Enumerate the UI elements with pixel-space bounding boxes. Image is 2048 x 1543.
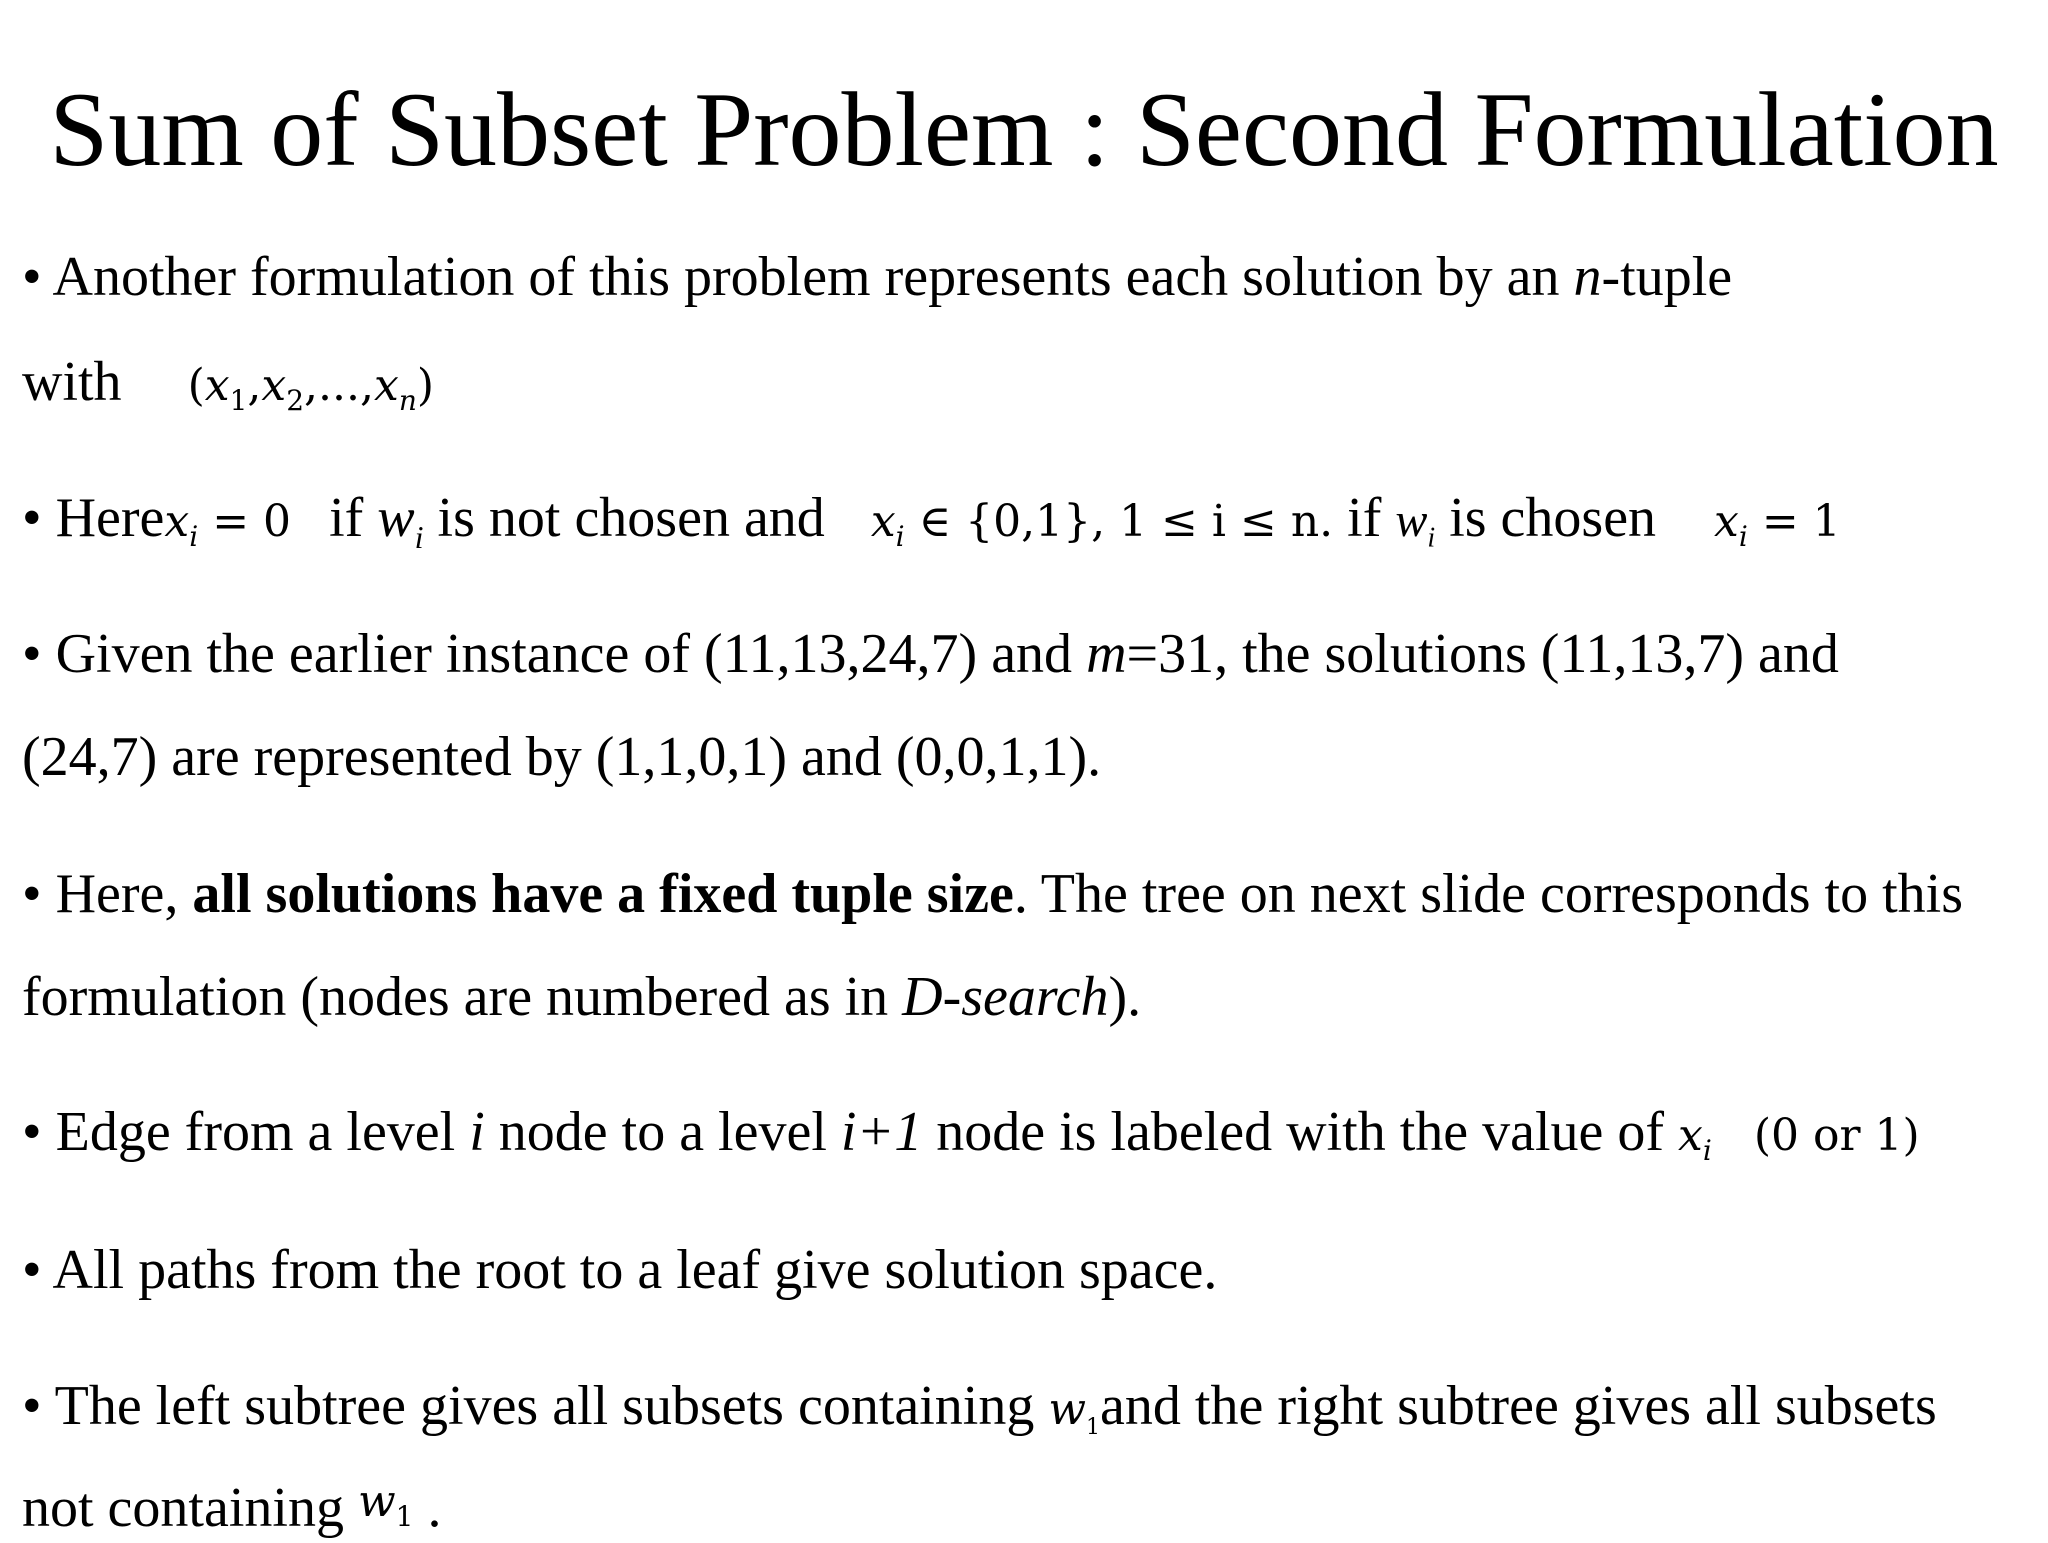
bullet-6-line: [22, 1238, 1217, 1302]
bullet-7-text-d: .: [413, 1477, 442, 1539]
bullet-5-ip1: i+1: [840, 1101, 923, 1163]
bullet-marker: •: [22, 863, 42, 925]
bullet-5-text-b: node to a level: [484, 1101, 841, 1163]
w-i-1: $w_i$: [377, 487, 424, 556]
bullet-marker: •: [22, 623, 42, 685]
bullet-3-text-b: =31, the solutions (11,13,7) and: [1126, 623, 1839, 685]
bullet-4-bold: all solutions have a fixed tuple size: [192, 863, 1014, 925]
tuple-formula: $(x_1,x_2,...,x_n)$: [187, 360, 435, 417]
w-i-2: $w_i$: [1395, 494, 1436, 554]
bullet-2-chosen: is chosen: [1449, 487, 1657, 549]
bullet-2-line: [22, 486, 1841, 556]
w-1-symbol: $w_1$: [1048, 1384, 1101, 1440]
bullet-5-line: [22, 1100, 1920, 1167]
bullet-7-text-a: The left subtree gives all subsets containing: [54, 1375, 1049, 1437]
zero-or-one: (0 or 1): [1753, 1110, 1920, 1161]
bullet-5-text-a: Edge from a level: [55, 1101, 470, 1163]
bullet-1-line-2: [22, 350, 434, 417]
bullet-1-text-b: -tuple: [1601, 246, 1733, 308]
x-i-symbol: $x_i$: [1678, 1110, 1712, 1167]
bullet-1-text-a: Another formulation of this problem represents each solution by an: [52, 246, 1574, 308]
slide-title: Sum of Subset Problem : Second Formulation: [49, 71, 1999, 188]
bullet-4-line-1: [22, 862, 1963, 926]
bullet-1-line-1: [22, 245, 1732, 309]
bullet-5-text-c: node is labeled with the value of: [922, 1101, 1679, 1163]
bullet-marker: •: [22, 1375, 42, 1437]
bullet-2-here: Here: [55, 487, 165, 549]
bullet-3-line-2: (24,7) are represented by (1,1,0,1) and (0,0,1,1).: [22, 726, 1102, 788]
bullet-marker: •: [22, 1101, 42, 1163]
bullet-4-text-a: Here,: [55, 863, 193, 925]
bullet-7-text-b: and the right subtree gives all subsets: [1100, 1375, 1937, 1437]
xi-equals-1: $x_i = 1$: [1714, 496, 1841, 553]
bullet-2-if-1: if: [329, 487, 364, 549]
bullet-7-line-1: [22, 1374, 1937, 1440]
bullet-marker: •: [22, 246, 42, 308]
bullet-5-i: i: [469, 1101, 485, 1163]
bullet-3-m: m: [1086, 623, 1127, 685]
bullet-1-with: with: [22, 351, 122, 413]
bullet-6-text: All paths from the root to a leaf give solution space.: [52, 1239, 1218, 1301]
bullet-4-text-c: formulation (nodes are numbered as in: [22, 966, 903, 1028]
bullet-marker: •: [22, 1239, 42, 1301]
bullet-3-line-1: [22, 622, 1839, 686]
bullet-4-dsearch: D-search: [902, 966, 1109, 1028]
bullet-4-text-d: ).: [1108, 966, 1142, 1028]
bullet-4-line-2: [22, 965, 1141, 1029]
bullet-2-not-chosen: is not chosen and: [437, 487, 825, 549]
bullet-7-text-c: not containing: [22, 1477, 358, 1539]
w-1-symbol-2: $w_1$: [357, 1476, 414, 1533]
xi-domain: $x_i$ ∈ {0,1}, 1 ≤ i ≤ n.: [870, 496, 1334, 553]
bullet-4-text-b: . The tree on next slide corresponds to this: [1013, 863, 1964, 925]
bullet-2-if-2: if: [1347, 487, 1382, 549]
bullet-1-n: n: [1573, 246, 1602, 308]
bullet-marker: •: [22, 487, 42, 549]
bullet-3-text-a: Given the earlier instance of (11,13,24,7) and: [55, 623, 1087, 685]
bullet-7-line-2: [22, 1476, 441, 1543]
xi-equals-0: $x_i = 0$: [164, 496, 292, 553]
